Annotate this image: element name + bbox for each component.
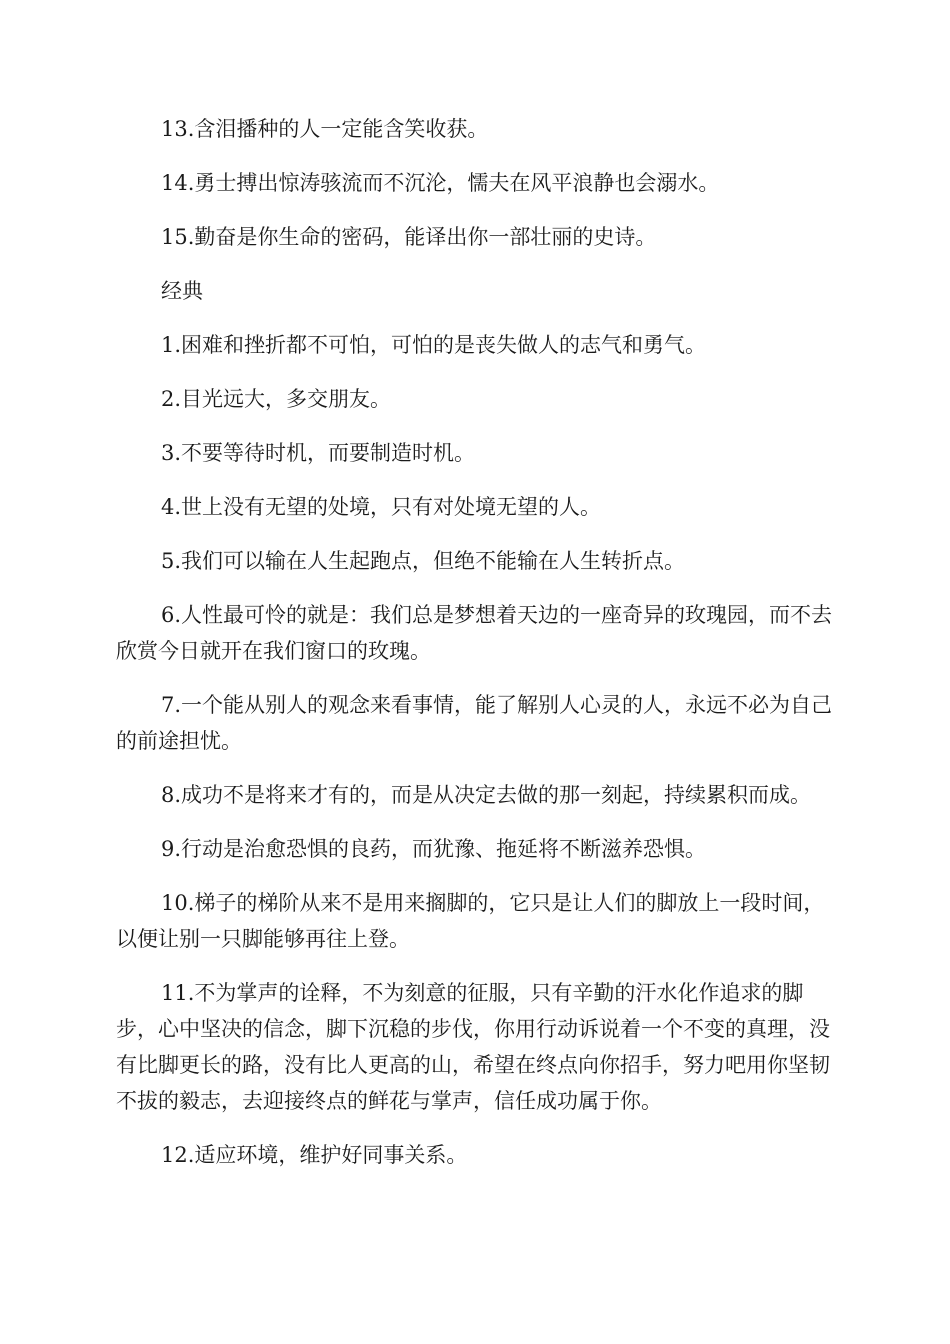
paragraph-13: 13.含泪播种的人一定能含笑收获。 [161,117,489,141]
paragraph-15: 15.勤奋是你生命的密码，能译出你一部壮丽的史诗。 [161,225,657,249]
paragraph-classic-7: 7.一个能从别人的观念来看事情，能了解别人心灵的人，永远不必为自己的前途担忧。 [116,693,833,753]
paragraph-classic-8: 8.成功不是将来才有的，而是从决定去做的那一刻起，持续累积而成。 [161,783,812,807]
section-heading-classic: 经典 [161,279,203,303]
paragraph-classic-9: 9.行动是治愈恐惧的良药，而犹豫、拖延将不断滋养恐惧。 [161,837,707,861]
paragraph-classic-12: 12.适应环境，维护好同事关系。 [161,1143,468,1167]
paragraph-classic-5: 5.我们可以输在人生起跑点，但绝不能输在人生转折点。 [161,549,686,573]
paragraph-14: 14.勇士搏出惊涛骇流而不沉沦，懦夫在风平浪静也会溺水。 [161,171,720,195]
paragraph-classic-4: 4.世上没有无望的处境，只有对处境无望的人。 [161,495,602,519]
paragraph-classic-6: 6.人性最可怜的就是：我们总是梦想着天边的一座奇异的玫瑰园，而不去欣赏今日就开在我们窗口的玫瑰。 [116,603,833,663]
paragraph-classic-1: 1.困难和挫折都不可怕，可怕的是丧失做人的志气和勇气。 [161,333,707,357]
paragraph-classic-2: 2.目光远大，多交朋友。 [161,387,392,411]
paragraph-classic-3: 3.不要等待时机，而要制造时机。 [161,441,476,465]
paragraph-classic-10: 10.梯子的梯阶从来不是用来搁脚的，它只是让人们的脚放上一段时间，以便让别一只脚能够再往上登。 [116,891,825,951]
paragraph-classic-11: 11.不为掌声的诠释，不为刻意的征服，只有辛勤的汗水化作追求的脚步，心中坚决的信念，脚下沉稳的步伐，你用行动诉说着一个不变的真理，没有比脚更长的路，没有比人更高的山，希望在终点向你招手，努力吧用你坚韧不拔的毅志，去迎接终点的鲜花与掌声，信任成功属于你。 [116,981,830,1113]
document-page [116,0,836,1173]
